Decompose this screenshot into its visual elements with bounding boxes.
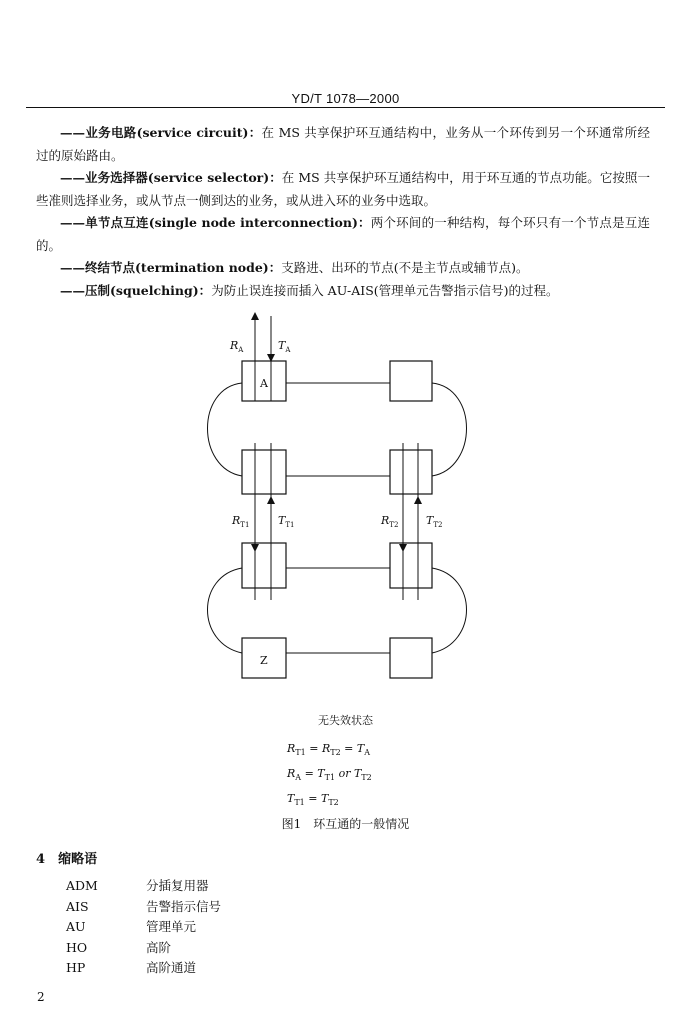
node-a-label: A (260, 377, 268, 390)
definition-paragraph (36, 257, 650, 280)
equation-line: $T_{T1} = T_{T2}$ (287, 792, 339, 808)
definition-paragraph (36, 280, 650, 303)
lower-ring-right (432, 568, 467, 653)
label-tt2: $T_{T2}$ (426, 514, 443, 529)
label-tt1: $T_{T1}$ (278, 514, 295, 529)
definition-text: 在 MS 共享保护环互通结构中，业务从一个环传到另一个环通常所经过的原始路由。 (36, 125, 651, 163)
label-rt2: $R_{T2}$ (381, 514, 399, 529)
definition-text: 为防止误连接而插入 AU-AIS(管理单元告警指示信号)的过程。 (211, 282, 559, 298)
node-lower-left-interconnect-box (242, 543, 286, 588)
abbreviation: ADM (66, 878, 98, 893)
figure-caption: 图1 环互通的一般情况 (281, 817, 410, 831)
node-upper-left-interconnect-box (242, 450, 286, 494)
node-z-label: Z (260, 654, 268, 667)
node-upper-right-box (390, 361, 432, 401)
figure-equations (287, 738, 372, 814)
definition-term: ——业务电路(service circuit)： (60, 125, 262, 140)
abbreviation-row (66, 938, 221, 959)
definition-paragraph (36, 212, 650, 257)
label-ta: $T_A$ (278, 339, 291, 354)
node-upper-right-interconnect-box (390, 450, 432, 494)
abbreviation-list (66, 876, 221, 979)
abbreviation: HO (66, 939, 88, 955)
definition-term: ——终结节点(termination node)： (60, 260, 282, 275)
node-lower-right-interconnect-box (390, 543, 432, 588)
abbreviation-meaning: 分插复用器 (146, 878, 209, 893)
lower-ring-left (208, 568, 243, 653)
section-number: 4 (36, 852, 46, 867)
abbreviation-row (66, 876, 221, 897)
definition-paragraph (36, 167, 650, 212)
node-lower-right-box (390, 638, 432, 678)
upper-ring-right (432, 383, 467, 476)
figure-state-label: 无失效状态 (318, 714, 373, 727)
abbreviation-meaning: 高阶 (146, 939, 172, 955)
ring-interconnection-diagram (196, 308, 486, 708)
upper-ring (208, 383, 243, 476)
definition-text: 两个环间的一种结构，每个环只有一个节点是互连的。 (36, 215, 650, 253)
label-ra: $R_A$ (230, 339, 244, 354)
definition-paragraph (36, 122, 650, 167)
section-title: 缩略语 (58, 852, 98, 867)
abbreviation-meaning: 告警指示信号 (146, 898, 222, 914)
label-rt1: $R_{T1}$ (232, 514, 250, 529)
abbreviation-meaning: 高阶通道 (146, 960, 197, 975)
definition-term: ——压制(squelching)： (60, 282, 212, 298)
header-rule (26, 107, 665, 108)
page-number: 2 (37, 990, 45, 1004)
equation-line: $R_{T1} = R_{T2} = T_A$ (287, 742, 371, 758)
definition-term: ——业务选择器(service selector)： (60, 170, 282, 185)
abbreviation: AU (66, 919, 86, 934)
equation-line: $R_A = T_{T1}$ or $T_{T2}$ (287, 767, 372, 783)
document-header: YD/T 1078—2000 (291, 91, 400, 106)
abbreviation-row (66, 897, 221, 918)
section-heading (36, 848, 97, 867)
definition-text: 在 MS 共享保护环互通结构中，用于环互通的节点功能。它按照一些准则选择业务，或从节点一侧到达的业务，或从进入环的业务中选取。 (36, 170, 650, 208)
abbreviation-meaning: 管理单元 (146, 919, 197, 934)
abbreviation-row (66, 958, 221, 979)
definitions-block (36, 122, 650, 302)
definition-text: 支路进、出环的节点(不是主节点或辅节点)。 (281, 260, 529, 275)
abbreviation-row (66, 917, 221, 938)
abbreviation: HP (66, 960, 86, 975)
definition-term: ——单节点互连(single node interconnection)： (60, 215, 371, 230)
abbreviation: AIS (66, 898, 89, 914)
